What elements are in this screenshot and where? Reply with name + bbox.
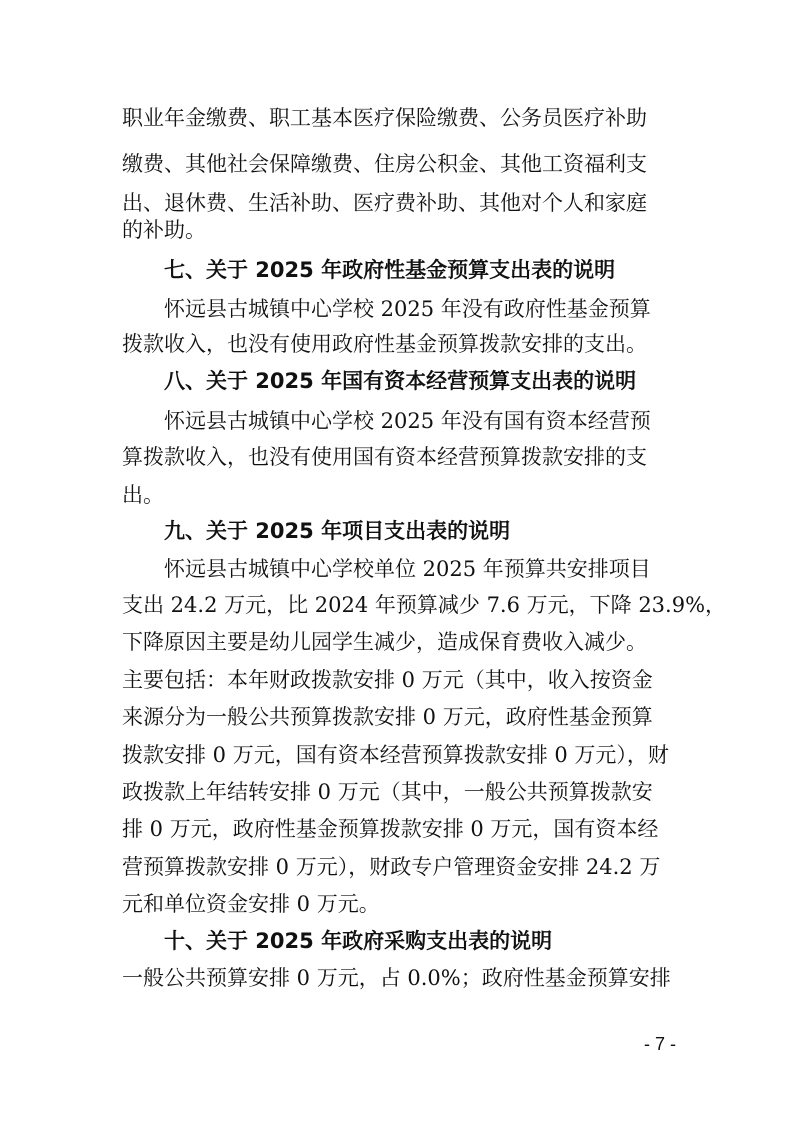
paragraph-line: 算拨款收入，也没有使用国有资本经营预算拨款安排的支 bbox=[122, 445, 647, 469]
page-number: - 7 - bbox=[644, 1034, 677, 1054]
paragraph-line: 元和单位资金安排 0 万元。 bbox=[122, 892, 380, 916]
paragraph-line: 缴费、其他社会保障缴费、住房公积金、其他工资福利支 bbox=[122, 152, 647, 176]
paragraph-line: 怀远县古城镇中心学校单位 2025 年预算共安排项目 bbox=[164, 557, 651, 581]
paragraph-line: 出、退休费、生活补助、医疗费补助、其他对个人和家庭 bbox=[122, 191, 647, 215]
section-heading-7: 七、关于 2025 年政府性基金预算支出表的说明 bbox=[164, 258, 616, 282]
paragraph-line: 出。 bbox=[122, 483, 164, 507]
paragraph-line: 营预算拨款安排 0 万元），财政专户管理资金安排 24.2 万 bbox=[122, 855, 661, 879]
paragraph-line: 拨款收入，也没有使用政府性基金预算拨款安排的支出。 bbox=[122, 332, 647, 356]
paragraph-line: 怀远县古城镇中心学校 2025 年没有国有资本经营预 bbox=[164, 409, 651, 433]
paragraph-line: 政拨款上年结转安排 0 万元（其中，一般公共预算拨款安 bbox=[122, 780, 653, 804]
paragraph-line: 来源分为一般公共预算拨款安排 0 万元，政府性基金预算 bbox=[122, 705, 653, 729]
paragraph-line: 一般公共预算安排 0 万元，占 0.0%；政府性基金预算安排 bbox=[122, 966, 671, 990]
paragraph-line: 职业年金缴费、职工基本医疗保险缴费、公务员医疗补助 bbox=[122, 106, 647, 130]
paragraph-line: 支出 24.2 万元，比 2024 年预算减少 7.6 万元，下降 23.9%， bbox=[122, 593, 727, 617]
paragraph-line: 的补助。 bbox=[122, 218, 206, 242]
paragraph-line: 下降原因主要是幼儿园学生减少，造成保育费收入减少。 bbox=[122, 630, 647, 654]
paragraph-line: 怀远县古城镇中心学校 2025 年没有政府性基金预算 bbox=[164, 297, 651, 321]
paragraph-line: 主要包括：本年财政拨款安排 0 万元（其中，收入按资金 bbox=[122, 668, 653, 692]
section-heading-9: 九、关于 2025 年项目支出表的说明 bbox=[164, 519, 511, 543]
section-heading-10: 十、关于 2025 年政府采购支出表的说明 bbox=[164, 929, 553, 953]
paragraph-line: 拨款安排 0 万元，国有资本经营预算拨款安排 0 万元），财 bbox=[122, 743, 669, 767]
section-heading-8: 八、关于 2025 年国有资本经营预算支出表的说明 bbox=[164, 369, 637, 393]
paragraph-line: 排 0 万元，政府性基金预算拨款安排 0 万元，国有资本经 bbox=[122, 817, 659, 841]
